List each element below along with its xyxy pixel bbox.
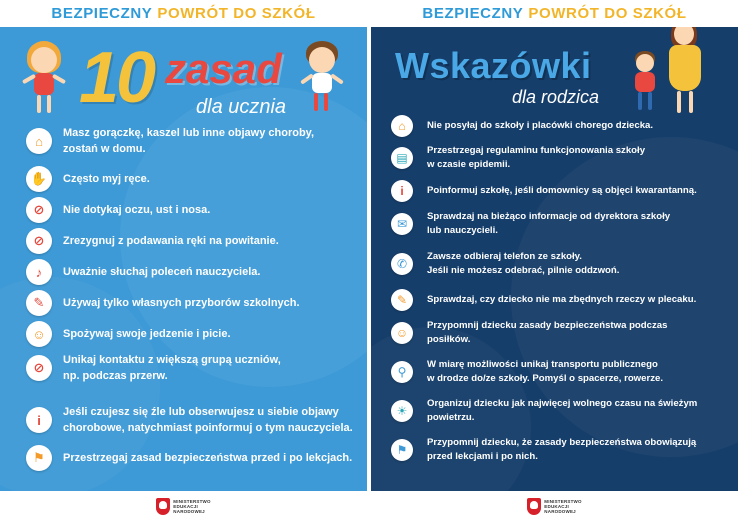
- rule-text-line: Masz gorączkę, kaszel lub inne objawy choroby,: [63, 127, 315, 139]
- rule-text: [63, 233, 353, 249]
- rule-text: [427, 250, 737, 278]
- header-part1: BEZPIECZNY: [422, 5, 524, 22]
- ministry-line: NARODOWEJ: [544, 508, 576, 514]
- rule-text: [427, 184, 737, 198]
- title-word: zasad: [165, 45, 282, 92]
- poster-header: [0, 0, 367, 27]
- rule-item: [0, 259, 367, 285]
- rule-item: [371, 397, 738, 425]
- rule-text-line: Uważnie słuchaj poleceń nauczyciela.: [63, 266, 261, 278]
- rule-text-line: Przestrzegaj zasad bezpieczeństwa przed i po lekcjach.: [63, 452, 353, 464]
- rule-item: [0, 352, 367, 384]
- info-icon: i: [26, 407, 52, 433]
- ministry-logo: [156, 498, 210, 515]
- rule-item: [0, 166, 367, 192]
- ministry-line: NARODOWEJ: [173, 508, 205, 514]
- rule-text-line: przed lekcjami i po nich.: [427, 451, 538, 462]
- rule-item: [371, 436, 738, 464]
- rule-item: [0, 321, 367, 347]
- rule-item: [371, 180, 738, 202]
- no-group-contact-icon: ⊘: [26, 355, 52, 381]
- backpack-check-icon: ✎: [391, 289, 413, 311]
- school-supplies-icon: ✎: [26, 290, 52, 316]
- rule-item: [371, 358, 738, 386]
- rule-item: [0, 125, 367, 157]
- ministry-line: MINISTERSTWO: [544, 498, 582, 504]
- child-illustration: [629, 51, 663, 119]
- rule-text-line: chorobowe, natychmiast poinformuj o tym nauczyciela.: [63, 422, 353, 434]
- header-part2: POWRÓT DO SZKÓŁ: [157, 5, 316, 22]
- poster-title: [0, 39, 367, 134]
- rule-text-line: Sprawdzaj, czy dziecko nie ma zbędnych rzeczy w plecaku.: [427, 294, 697, 305]
- rule-text-line: zostań w domu.: [63, 143, 146, 155]
- rule-text-line: Zrezygnuj z podawania ręki na powitanie.: [63, 235, 279, 247]
- title-subtitle: dla ucznia: [196, 96, 287, 118]
- rule-item: [371, 289, 738, 311]
- no-handshake-icon: ⊘: [26, 228, 52, 254]
- rule-text: [63, 352, 353, 384]
- rule-text-line: W miarę możliwości unikaj transportu publicznego: [427, 359, 658, 370]
- rule-text-line: Unikaj kontaktu z większą grupą uczniów,: [63, 354, 281, 366]
- outdoor-icon: ☀: [391, 400, 413, 422]
- envelope-icon: ✉: [391, 213, 413, 235]
- mother-illustration: [661, 27, 711, 119]
- rule-text: [427, 319, 737, 347]
- info-icon: i: [391, 180, 413, 202]
- rule-text-line: Używaj tylko własnych przyborów szkolnych.: [63, 297, 300, 309]
- safety-rules-icon: ⚑: [391, 439, 413, 461]
- boy-illustration: [302, 41, 346, 119]
- meal-rules-icon: ☺: [391, 322, 413, 344]
- phone-icon: ✆: [391, 253, 413, 275]
- rule-text: [63, 202, 353, 218]
- rule-item: [0, 445, 367, 471]
- header-part1: BEZPIECZNY: [51, 5, 153, 22]
- rule-text-line: np. podczas przerw.: [63, 370, 168, 382]
- rule-item: [371, 250, 738, 278]
- student-poster: [0, 0, 367, 521]
- rules-count: 10: [79, 38, 154, 118]
- rule-text: [427, 358, 737, 386]
- ministry-line: EDUKACJI: [173, 503, 198, 509]
- rule-text-line: Poinformuj szkołę, jeśli domownicy są objęci kwarantanną.: [427, 185, 697, 196]
- hand-wash-icon: ✋: [26, 166, 52, 192]
- ministry-logo: [527, 498, 581, 515]
- house-icon: ⌂: [391, 115, 413, 137]
- rule-item: [0, 290, 367, 316]
- no-face-touch-icon: ⊘: [26, 197, 52, 223]
- rule-text-line: Przestrzegaj regulaminu funkcjonowania szkoły: [427, 145, 646, 156]
- rule-text-line: lub nauczycieli.: [427, 225, 498, 236]
- rule-text-line: Spożywaj swoje jedzenie i picie.: [63, 328, 231, 340]
- eating-icon: ☺: [26, 321, 52, 347]
- parent-poster: [371, 0, 738, 521]
- poster-footer: [0, 491, 367, 521]
- rule-text: [63, 125, 353, 157]
- bicycle-icon: ⚲: [391, 361, 413, 383]
- ministry-line: MINISTERSTWO: [173, 498, 211, 504]
- title-word: Wskazówki: [395, 45, 592, 86]
- rule-item: [371, 319, 738, 347]
- rule-item: [0, 197, 367, 223]
- rule-item: [0, 404, 367, 436]
- rule-text-line: Zawsze odbieraj telefon ze szkoły.: [427, 251, 582, 262]
- rule-text: [63, 264, 353, 280]
- rule-item: [371, 210, 738, 238]
- eagle-emblem-icon: [527, 498, 541, 515]
- listen-teacher-icon: ♪: [26, 259, 52, 285]
- rule-text-line: powietrzu.: [427, 412, 475, 423]
- rule-text-line: Często myj ręce.: [63, 173, 150, 185]
- rule-text-line: Jeśli nie możesz odebrać, pilnie oddzwoń.: [427, 265, 620, 276]
- title-subtitle: dla rodzica: [512, 87, 600, 107]
- rule-text: [63, 171, 353, 187]
- rule-text-line: w czasie epidemii.: [427, 159, 511, 170]
- rule-text: [63, 295, 353, 311]
- rule-text-line: Jeśli czujesz się źle lub obserwujesz u siebie objawy: [63, 406, 339, 418]
- eagle-emblem-icon: [156, 498, 170, 515]
- rule-item: [371, 144, 738, 172]
- rule-text: [427, 119, 737, 133]
- rule-text-line: Nie posyłaj do szkoły i placówki chorego dziecka.: [427, 120, 654, 131]
- poster-footer: [371, 491, 738, 521]
- rule-text-line: Organizuj dziecku jak najwięcej wolnego czasu na świeżym: [427, 398, 698, 409]
- safety-rules-icon: ⚑: [26, 445, 52, 471]
- rule-text: [427, 293, 737, 307]
- regulations-icon: ▤: [391, 147, 413, 169]
- rule-text: [63, 326, 353, 342]
- rule-text: [427, 436, 737, 464]
- house-icon: ⌂: [26, 128, 52, 154]
- girl-illustration: [22, 41, 72, 119]
- rule-text-line: posiłków.: [427, 334, 471, 345]
- rule-text-line: Przypomnij dziecku zasady bezpieczeństwa podczas: [427, 320, 668, 331]
- rule-text: [63, 404, 353, 436]
- poster-header: [371, 0, 738, 27]
- rule-text: [427, 210, 737, 238]
- rule-text: [63, 450, 353, 466]
- ministry-line: EDUKACJI: [544, 503, 569, 509]
- rule-text: [427, 397, 737, 425]
- rule-text: [427, 144, 737, 172]
- rule-item: [0, 228, 367, 254]
- poster-body: [371, 27, 738, 491]
- rule-text-line: Sprawdzaj na bieżąco informacje od dyrektora szkoły: [427, 211, 671, 222]
- rule-text-line: w drodze do/ze szkoły. Pomyśl o spacerze, rowerze.: [427, 373, 664, 384]
- header-part2: POWRÓT DO SZKÓŁ: [528, 5, 687, 22]
- rule-text-line: Nie dotykaj oczu, ust i nosa.: [63, 204, 211, 216]
- rule-text-line: Przypomnij dziecku, że zasady bezpieczeństwa obowiązują: [427, 437, 697, 448]
- poster-body: [0, 27, 367, 491]
- rule-item: [371, 115, 738, 137]
